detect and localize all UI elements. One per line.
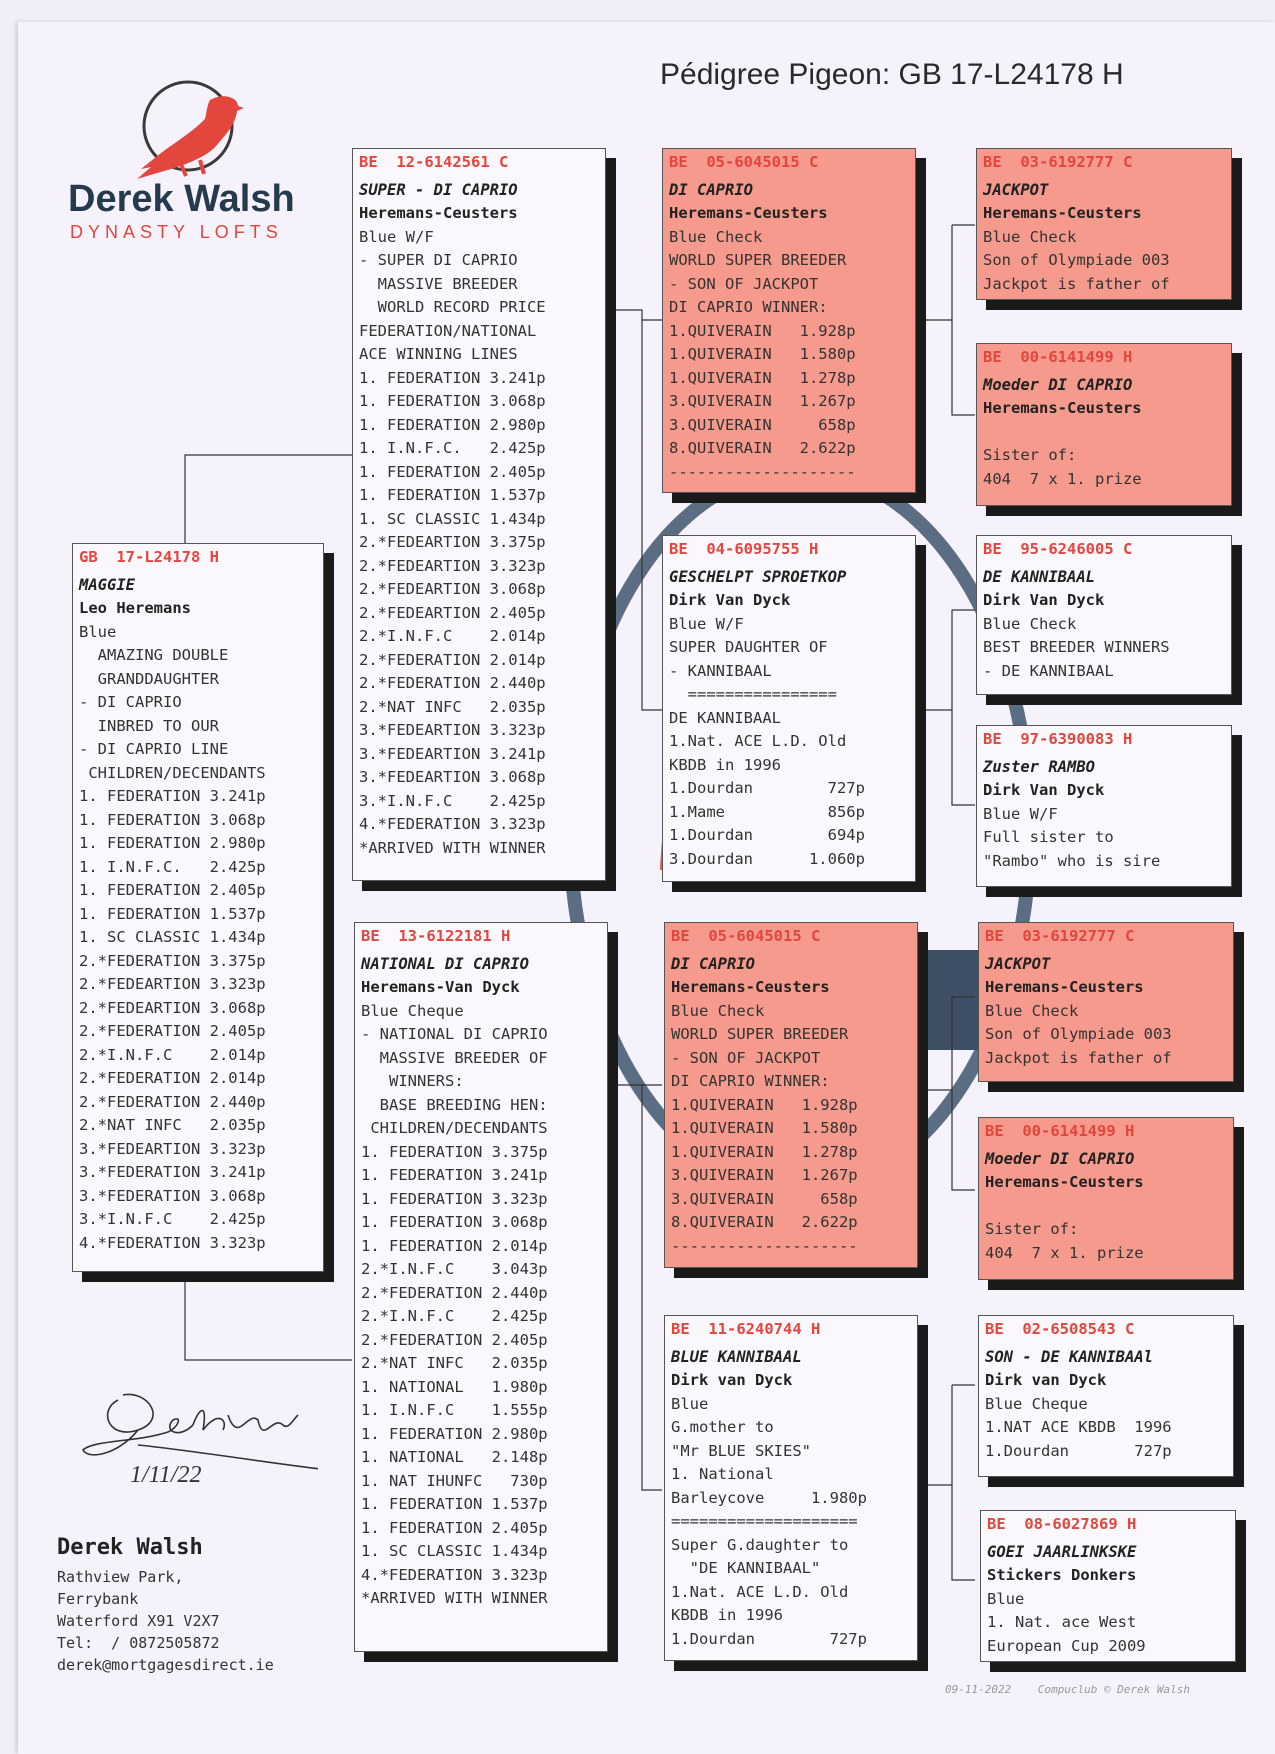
card-detail-line: 2.*I.N.F.C 2.014p — [79, 1045, 266, 1064]
owner-block — [57, 1535, 274, 1676]
card-detail-line: 3.*FEDEARTION 3.068p — [359, 768, 546, 786]
card-detail-line: Barleycove 1.980p — [671, 1488, 867, 1507]
card-detail-line: 3.*FEDERATION 3.241p — [79, 1163, 266, 1181]
card-detail-line: 3.QUIVERAIN 1.267p — [671, 1166, 858, 1184]
card-detail-line: 3.QUIVERAIN 658p — [669, 415, 856, 434]
card-detail-line: 1.QUIVERAIN 1.580p — [671, 1119, 858, 1137]
dsd-card — [978, 1117, 1234, 1280]
card-detail-line: 2.*NAT INFC 2.035p — [359, 697, 546, 716]
card-detail-line: 1. SC CLASSIC 1.434p — [79, 928, 266, 946]
card-detail-line: WORLD SUPER BREEDER — [671, 1025, 849, 1043]
owner-phone: Tel: / 0872505872 — [57, 1634, 220, 1652]
card-detail-line: 1. FEDERATION 2.405p — [361, 1518, 548, 1537]
ddd-card — [980, 1510, 1236, 1662]
card-detail-line: Blue Cheque — [985, 1394, 1088, 1413]
card-detail-line: 1. NAT IHUNFC 730p — [361, 1471, 548, 1490]
card-detail-line: 2.*FEDEARTION 3.068p — [79, 998, 266, 1017]
card-detail-line: 1. National — [671, 1465, 774, 1483]
card-details — [985, 1393, 1228, 1464]
card-detail-line: 2.*FEDERATION 2.014p — [359, 650, 546, 669]
card-detail-line: 1. FEDERATION 3.241p — [359, 368, 546, 387]
card-detail-line: DI CAPRIO WINNER: — [671, 1072, 830, 1090]
card-detail-line: 1. SC CLASSIC 1.434p — [359, 509, 546, 528]
card-detail-line: Full sister to — [983, 828, 1114, 846]
card-detail-line: Blue Check — [983, 227, 1077, 246]
ring-number: BE 97-6390083 H — [983, 730, 1133, 748]
dam-card — [354, 922, 608, 1652]
card-detail-line: WORLD RECORD PRICE — [359, 298, 546, 316]
card-detail-line: 1.Nat. ACE L.D. Old — [669, 732, 847, 750]
card-details — [985, 1000, 1228, 1071]
card-detail-line: BASE BREEDING HEN: — [361, 1095, 548, 1114]
card-detail-line: 1. FEDERATION 3.241p — [361, 1166, 548, 1184]
card-detail-line: - SON OF JACKPOT — [669, 274, 819, 293]
card-detail-line: 8.QUIVERAIN 2.622p — [669, 439, 856, 457]
card-detail-line: 2.*FEDEARTION 3.068p — [359, 580, 546, 598]
card-detail-line: Son of Olympiade 003 — [983, 251, 1170, 269]
owner-email: derek@mortgagesdirect.ie — [57, 1656, 274, 1674]
card-detail-line: - SUPER DI CAPRIO — [359, 251, 518, 269]
card-detail-line: 1. FEDERATION 3.241p — [79, 787, 266, 805]
card-detail-line: 2.*FEDERATION 2.014p — [79, 1069, 266, 1087]
card-detail-line: Blue — [79, 622, 117, 641]
card-detail-line: 1. FEDERATION 2.980p — [361, 1424, 548, 1443]
card-details — [361, 1000, 602, 1611]
breeder-name: Dirk Van Dyck — [669, 591, 791, 609]
card-detail-line: 3.QUIVERAIN 658p — [671, 1189, 858, 1208]
breeder-name: Dirk van Dyck — [671, 1371, 793, 1389]
card-details — [983, 421, 1226, 492]
card-detail-line: 1. I.N.F.C. 2.425p — [359, 439, 546, 457]
sss-card — [976, 148, 1232, 300]
card-detail-line: Blue Cheque — [361, 1001, 464, 1020]
card-detail-line: 1.Dourdan 727p — [671, 1629, 867, 1648]
sds-card — [976, 535, 1232, 695]
card-detail-line: 1. FEDERATION 3.375p — [361, 1142, 548, 1161]
card-detail-line: Son of Olympiade 003 — [985, 1025, 1172, 1043]
ring-number: GB 17-L24178 H — [79, 548, 219, 566]
card-detail-line: - NATIONAL DI CAPRIO — [361, 1025, 548, 1043]
card-detail-line: 2.*FEDEARTION 2.405p — [359, 603, 546, 622]
subject-pigeon-card — [72, 543, 324, 1272]
card-detail-line: Blue W/F — [669, 614, 744, 633]
card-details — [359, 226, 600, 861]
card-detail-line: 1. NATIONAL 2.148p — [361, 1448, 548, 1466]
ring-number: BE 05-6045015 C — [669, 153, 819, 171]
ring-number: BE 02-6508543 C — [985, 1320, 1135, 1338]
card-detail-line — [983, 421, 1226, 445]
card-detail-line: 2.*I.N.F.C 3.043p — [361, 1260, 548, 1278]
card-detail-line: BEST BREEDER WINNERS — [983, 638, 1170, 656]
card-detail-line: 3.*FEDERATION 3.068p — [79, 1186, 266, 1205]
card-detail-line: 1.Dourdan 727p — [985, 1441, 1172, 1460]
card-detail-line: 2.*NAT INFC 2.035p — [361, 1354, 548, 1372]
pigeon-name: NATIONAL DI CAPRIO — [361, 954, 529, 973]
card-detail-line: Blue Check — [671, 1001, 765, 1020]
breeder-name: Heremans-Ceusters — [671, 978, 830, 996]
pigeon-name: Zuster RAMBO — [983, 757, 1095, 776]
footer-credit: 09-11-2022 Compuclub © Derek Walsh — [945, 1683, 1191, 1696]
breeder-name: Heremans-Ceusters — [669, 204, 828, 222]
breeder-name: Heremans-Ceusters — [983, 399, 1142, 417]
card-detail-line: 1. NATIONAL 1.980p — [361, 1377, 548, 1396]
card-details — [79, 621, 318, 1256]
card-detail-line: CHILDREN/DECENDANTS — [79, 763, 266, 782]
breeder-name: Heremans-Van Dyck — [361, 978, 520, 996]
ring-number: BE 00-6141499 H — [983, 348, 1133, 366]
ring-number: BE 08-6027869 H — [987, 1515, 1137, 1533]
card-detail-line: Blue W/F — [359, 227, 434, 246]
card-detail-line: Blue — [987, 1589, 1025, 1608]
card-details — [669, 613, 910, 872]
card-detail-line: CHILDREN/DECENDANTS — [361, 1119, 548, 1137]
card-detail-line: 2.*FEDERATION 3.375p — [79, 951, 266, 970]
card-detail-line: MASSIVE BREEDER — [359, 274, 518, 293]
breeder-name: Heremans-Ceusters — [359, 204, 518, 222]
card-detail-line: 1. FEDERATION 2.980p — [79, 834, 266, 852]
ring-number: BE 03-6192777 C — [985, 927, 1135, 945]
card-detail-line: -------------------- — [671, 1236, 858, 1255]
pigeon-name: DE KANNIBAAL — [983, 567, 1095, 586]
card-detail-line: "Mr BLUE SKIES" — [671, 1441, 811, 1460]
card-detail-line: 1. FEDERATION 2.980p — [359, 415, 546, 434]
card-detail-line: 2.*FEDEARTION 3.323p — [79, 975, 266, 993]
breeder-name: Dirk van Dyck — [985, 1371, 1107, 1389]
ring-number: BE 03-6192777 C — [983, 153, 1133, 171]
card-detail-line: 3.*FEDEARTION 3.323p — [79, 1139, 266, 1158]
owner-address-line: Rathview Park, — [57, 1568, 184, 1586]
pigeon-name: GESCHELPT SPROETKOP — [669, 567, 847, 586]
card-detail-line: INBRED TO OUR — [79, 716, 219, 735]
breeder-name: Heremans-Ceusters — [983, 204, 1142, 222]
card-detail-line: 1.Dourdan 694p — [669, 826, 865, 844]
card-detail-line: 1. FEDERATION 2.405p — [79, 881, 266, 899]
card-detail-line: DI CAPRIO WINNER: — [669, 298, 828, 316]
logo-subtitle: DYNASTY LOFTS — [70, 222, 283, 242]
card-detail-line: 1. FEDERATION 2.405p — [359, 462, 546, 481]
pigeon-name: SUPER - DI CAPRIO — [359, 180, 518, 199]
card-detail-line: 4.*FEDERATION 3.323p — [79, 1233, 266, 1252]
card-detail-line: G.mother to — [671, 1418, 774, 1436]
breeder-name: Heremans-Ceusters — [985, 1173, 1144, 1191]
card-detail-line: "DE KANNIBAAL" — [671, 1559, 821, 1577]
card-detail-line: -------------------- — [669, 462, 856, 481]
card-detail-line: 8.QUIVERAIN 2.622p — [671, 1213, 858, 1231]
ring-number: BE 05-6045015 C — [671, 927, 821, 945]
card-detail-line: 3.QUIVERAIN 1.267p — [669, 392, 856, 410]
page-title: Pédigree Pigeon: GB 17-L24178 H — [660, 58, 1124, 91]
pigeon-name: Moeder DI CAPRIO — [983, 375, 1133, 394]
card-detail-line: KBDB in 1996 — [671, 1606, 783, 1624]
card-detail-line: 1.QUIVERAIN 1.928p — [669, 321, 856, 340]
logo-name: Derek Walsh — [68, 178, 295, 220]
card-detail-line: KBDB in 1996 — [669, 755, 781, 774]
ring-number: BE 13-6122181 H — [361, 927, 511, 945]
breeder-name: Leo Heremans — [79, 599, 191, 617]
dam-sire-card — [664, 922, 918, 1268]
ring-number: BE 12-6142561 C — [359, 153, 509, 171]
card-detail-line: Blue W/F — [983, 804, 1058, 823]
breeder-name: Dirk Van Dyck — [983, 591, 1105, 609]
breeder-name: Heremans-Ceusters — [985, 978, 1144, 996]
card-detail-line: 1. FEDERATION 2.014p — [361, 1236, 548, 1255]
card-detail-line: Super G.daughter to — [671, 1535, 849, 1554]
card-detail-line: ================ — [669, 685, 837, 703]
breeder-name: Stickers Donkers — [987, 1566, 1137, 1584]
card-detail-line: 404 7 x 1. prize — [983, 469, 1142, 488]
card-detail-line: 1. FEDERATION 3.068p — [359, 392, 546, 410]
card-detail-line: Jackpot is father of — [985, 1048, 1172, 1067]
card-detail-line: - DI CAPRIO — [79, 693, 182, 711]
card-detail-line: 1. I.N.F.C. 2.425p — [79, 857, 266, 876]
card-detail-line: 3.*I.N.F.C 2.425p — [79, 1210, 266, 1228]
card-detail-line: AMAZING DOUBLE — [79, 646, 229, 664]
card-detail-line: ACE WINNING LINES — [359, 345, 518, 363]
card-detail-line: 1. I.N.F.C 1.555p — [361, 1401, 548, 1419]
card-detail-line — [985, 1195, 1228, 1219]
ssd-card — [976, 343, 1232, 506]
pigeon-name: JACKPOT — [985, 954, 1051, 973]
card-detail-line: 2.*FEDERATION 2.405p — [79, 1022, 266, 1040]
pigeon-name: MAGGIE — [79, 575, 135, 594]
card-detail-line: 2.*FEDEARTION 3.375p — [359, 533, 546, 551]
card-detail-line: WORLD SUPER BREEDER — [669, 251, 847, 269]
card-detail-line: "Rambo" who is sire — [983, 851, 1161, 870]
card-detail-line: Sister of: — [985, 1220, 1079, 1238]
card-details — [671, 1000, 912, 1259]
owner-name: Derek Walsh — [57, 1535, 203, 1560]
card-details — [983, 226, 1226, 297]
owner-address-line: Ferrybank — [57, 1590, 139, 1608]
pigeon-name: BLUE KANNIBAAL — [671, 1347, 802, 1366]
pigeon-name: Moeder DI CAPRIO — [985, 1149, 1135, 1168]
card-detail-line: ==================== — [671, 1512, 858, 1530]
card-detail-line: Blue Check — [985, 1001, 1079, 1020]
card-detail-line: 1.Dourdan 727p — [669, 779, 865, 797]
owner-address-line: Waterford X91 V2X7 — [57, 1612, 220, 1630]
card-detail-line: 1.QUIVERAIN 1.928p — [671, 1095, 858, 1114]
pigeon-name: GOEI JAARLINKSKE — [987, 1542, 1137, 1561]
card-detail-line: 1.QUIVERAIN 1.278p — [669, 368, 856, 387]
card-detail-line: 1.QUIVERAIN 1.580p — [669, 345, 856, 363]
card-details — [985, 1195, 1228, 1266]
card-detail-line: 1. FEDERATION 1.537p — [359, 486, 546, 504]
sire-sire-card — [662, 148, 916, 493]
card-detail-line: 4.*FEDERATION 3.323p — [361, 1565, 548, 1584]
pigeon-name: JACKPOT — [983, 180, 1049, 199]
card-detail-line: 3.*FEDEARTION 3.323p — [359, 721, 546, 739]
card-details — [983, 613, 1226, 684]
card-detail-line: European Cup 2009 — [987, 1636, 1146, 1655]
card-detail-line: 2.*FEDERATION 2.405p — [361, 1330, 548, 1349]
card-detail-line: SUPER DAUGHTER OF — [669, 638, 828, 656]
pigeon-name: SON - DE KANNIBAAl — [985, 1347, 1153, 1366]
card-detail-line: 2.*FEDERATION 2.440p — [359, 674, 546, 692]
card-detail-line: Jackpot is father of — [983, 274, 1170, 293]
pigeon-name: DI CAPRIO — [671, 954, 755, 973]
card-detail-line: 4.*FEDERATION 3.323p — [359, 815, 546, 833]
card-details — [669, 226, 910, 485]
ring-number: BE 04-6095755 H — [669, 540, 819, 558]
sire-dam-card — [662, 535, 916, 882]
dam-dam-card — [664, 1315, 918, 1661]
card-detail-line: 1. FEDERATION 3.068p — [361, 1213, 548, 1231]
pigeon-name: DI CAPRIO — [669, 180, 753, 199]
card-detail-line: 1.Nat. ACE L.D. Old — [671, 1582, 849, 1601]
card-details — [671, 1393, 912, 1652]
card-detail-line: 2.*FEDEARTION 3.323p — [359, 556, 546, 575]
ring-number: BE 11-6240744 H — [671, 1320, 821, 1338]
card-detail-line: 3.*FEDEARTION 3.241p — [359, 744, 546, 763]
sire-card — [352, 148, 606, 881]
signature-date: 1/11/22 — [130, 1462, 202, 1488]
card-detail-line: WINNERS: — [361, 1072, 464, 1090]
card-detail-line: 3.Dourdan 1.060p — [669, 849, 865, 868]
card-detail-line: 2.*I.N.F.C 2.014p — [359, 627, 546, 645]
card-detail-line: 1.Mame 856p — [669, 802, 865, 821]
card-detail-line: 1. FEDERATION 1.537p — [361, 1495, 548, 1513]
card-detail-line: 1.NAT ACE KBDB 1996 — [985, 1418, 1172, 1436]
card-detail-line: 1. SC CLASSIC 1.434p — [361, 1542, 548, 1560]
card-detail-line: Sister of: — [983, 446, 1077, 464]
card-detail-line: - DE KANNIBAAL — [983, 661, 1114, 680]
card-detail-line: GRANDDAUGHTER — [79, 669, 219, 688]
card-detail-line: FEDERATION/NATIONAL — [359, 321, 537, 340]
card-detail-line: *ARRIVED WITH WINNER — [361, 1589, 548, 1607]
card-detail-line: MASSIVE BREEDER OF — [361, 1048, 548, 1067]
card-detail-line: 1. Nat. ace West — [987, 1613, 1137, 1631]
dds-card — [978, 1315, 1234, 1477]
ring-number: BE 00-6141499 H — [985, 1122, 1135, 1140]
card-detail-line: Blue Check — [983, 614, 1077, 633]
card-detail-line: 1. FEDERATION 3.323p — [361, 1189, 548, 1208]
card-detail-line: DE KANNIBAAL — [669, 708, 781, 727]
ring-number: BE 95-6246005 C — [983, 540, 1133, 558]
card-detail-line: 1. FEDERATION 3.068p — [79, 810, 266, 829]
card-details — [987, 1588, 1230, 1659]
card-detail-line: - DI CAPRIO LINE — [79, 740, 229, 758]
breeder-name: Dirk Van Dyck — [983, 781, 1105, 799]
card-detail-line: 1. FEDERATION 1.537p — [79, 904, 266, 923]
card-detail-line: 3.*I.N.F.C 2.425p — [359, 791, 546, 810]
card-detail-line: *ARRIVED WITH WINNER — [359, 838, 546, 857]
card-details — [983, 803, 1226, 874]
card-detail-line: 2.*FEDERATION 2.440p — [79, 1092, 266, 1111]
card-detail-line: - SON OF JACKPOT — [671, 1048, 821, 1067]
card-detail-line: 404 7 x 1. prize — [985, 1243, 1144, 1262]
card-detail-line: Blue — [671, 1394, 709, 1413]
card-detail-line: 2.*I.N.F.C 2.425p — [361, 1307, 548, 1325]
card-detail-line: Blue Check — [669, 227, 763, 246]
card-detail-line: 2.*FEDERATION 2.440p — [361, 1283, 548, 1302]
sdd-card — [976, 725, 1232, 887]
card-detail-line: 2.*NAT INFC 2.035p — [79, 1116, 266, 1134]
card-detail-line: 1.QUIVERAIN 1.278p — [671, 1142, 858, 1161]
dss-card — [978, 922, 1234, 1082]
card-detail-line: - KANNIBAAL — [669, 661, 772, 680]
